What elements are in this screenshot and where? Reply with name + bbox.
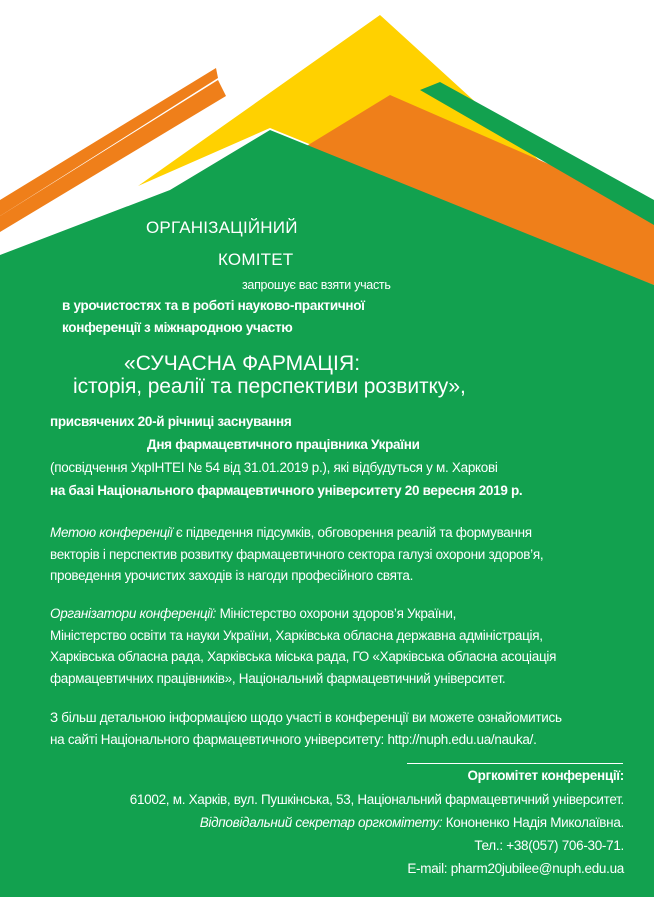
info-line1: З більш детальною інформацією щодо участі в конференції ви можете ознайомитись	[50, 710, 562, 725]
committee-title-line2: КОМІТЕТ	[218, 250, 294, 269]
organizers-paragraph	[50, 603, 556, 689]
phone-label: Тел.:	[474, 838, 503, 853]
secretary-name: Кононенко Надія Миколаївна.	[442, 815, 624, 830]
organizers-line3: Харківська обласна рада, Харківська міська рада, ГО «Харківська обласна асоціація	[50, 649, 557, 664]
goal-text-line2: векторів і перспектив розвитку фармацевтичного сектора галузі охорони здоров’я,	[50, 546, 544, 562]
contacts-title: Оргкомітет конференції:	[467, 768, 624, 783]
goal-text-line3: проведення урочистих заходів із нагоди професійного свята.	[50, 568, 414, 583]
organizers-line2: Міністерство освіти та науки України, Харківська обласна державна адміністрація,	[50, 627, 543, 643]
phone-number[interactable]: +38(057) 706-30-71.	[502, 838, 624, 853]
dedication-line2: Дня фармацевтичного працівника України	[147, 437, 420, 452]
organizers-line4: фармацевтичних працівників», Національний фармацевтичний університет.	[50, 670, 506, 686]
organizers-label: Організатори конференції:	[50, 606, 217, 621]
email-address[interactable]: pharm20jubilee@nuph.edu.ua	[447, 861, 624, 876]
contacts-phone	[474, 838, 624, 853]
goal-label: Метою конференції	[50, 525, 173, 540]
contacts-divider	[407, 763, 623, 764]
info-paragraph	[50, 707, 562, 750]
contacts-secretary	[200, 815, 624, 830]
dedication-line1: присвячених 20-й річниці заснування	[50, 414, 292, 429]
participation-line2: конференції з міжнародною участю	[62, 320, 293, 335]
goal-paragraph	[50, 522, 543, 587]
registration-text: (посвідчення УкрІНТЕІ № 54 від 31.01.2019 р.), які відбудуться у м. Харкові	[50, 460, 498, 475]
secretary-label: Відповідальний секретар оргкомітету:	[199, 815, 443, 830]
info-line2[interactable]: на сайті Національного фармацевтичного університету: http://nuph.edu.ua/nauka/.	[50, 731, 537, 747]
committee-title-line1: ОРГАНІЗАЦІЙНИЙ	[146, 218, 298, 237]
participation-line1: в урочистостях та в роботі науково-практичної	[62, 298, 365, 313]
conference-title-line2: історія, реалії та перспективи розвитку»,	[73, 375, 466, 398]
contacts-address: 61002, м. Харків, вул. Пушкінська, 53, Національний фармацевтичний університет.	[129, 792, 624, 807]
email-label: E-mail:	[407, 861, 448, 876]
venue-text: на базі Національного фармацевтичного університету 20 вересня 2019 р.	[50, 483, 523, 498]
invite-text: запрошує вас взяти участь	[242, 278, 391, 292]
conference-title-line1: «СУЧАСНА ФАРМАЦІЯ:	[124, 352, 361, 375]
contacts-email	[407, 861, 624, 876]
organizers-line1: Міністерство охорони здоров’я України,	[216, 606, 457, 621]
goal-text-line1: є підведення підсумків, обговорення реалій та формування	[172, 525, 532, 540]
